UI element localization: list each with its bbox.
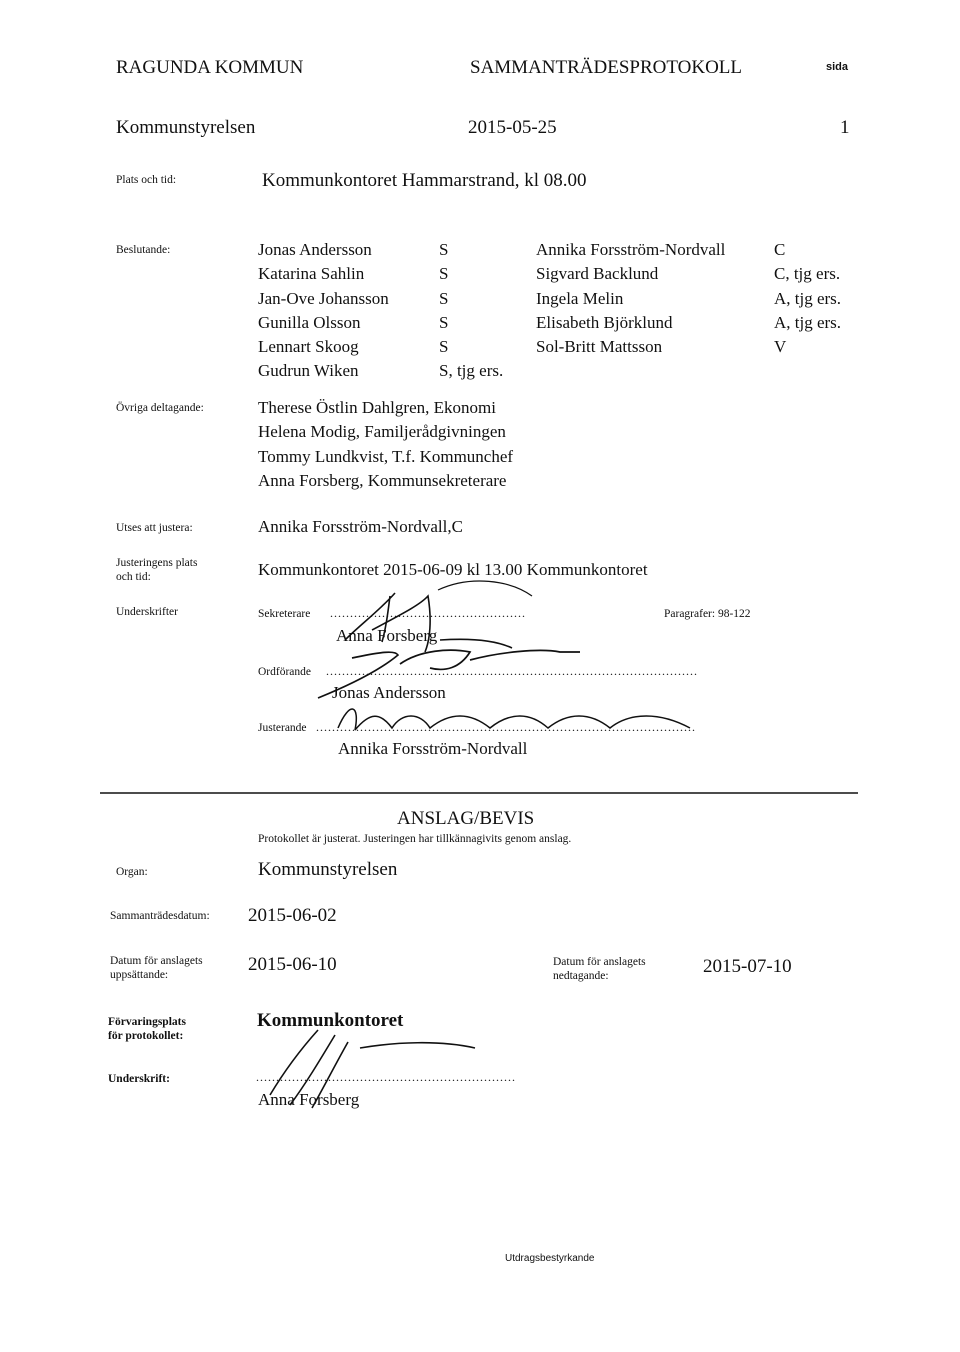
chair-dots: ............................................................................................. [326, 664, 698, 678]
municipality-name: RAGUNDA KOMMUN [116, 57, 304, 78]
others-label: Övriga deltagande: [116, 402, 204, 414]
page-number: 1 [840, 117, 850, 138]
member-party: S [439, 312, 449, 332]
member-name: Sol-Britt Mattsson [536, 337, 663, 357]
paragraphs: Paragrafer: 98-122 [664, 608, 751, 620]
organ-value: Kommunstyrelsen [258, 859, 398, 880]
secretary-label: Sekreterare [258, 608, 311, 620]
member-party: C, tjg ers. [774, 264, 841, 284]
member-name: Sigvard Backlund [536, 264, 659, 284]
member-name: Jan-Ove Johansson [258, 288, 389, 308]
chair-name: Jonas Andersson [332, 683, 446, 702]
signature-name: Anna Forsberg [258, 1090, 360, 1109]
removed-label: Datum för anslagets nedtagande: [553, 956, 646, 982]
organ-label: Organ: [116, 866, 148, 878]
adjuster-label: Utses att justera: [116, 522, 193, 534]
member-name: Annika Forsström-Nordvall [536, 240, 726, 259]
member-name: Elisabeth Björklund [536, 312, 673, 332]
document-type: SAMMANTRÄDESPROTOKOLL [470, 57, 743, 78]
secretary-dots: ................................................. [330, 606, 526, 620]
member-party: A, tjg ers. [774, 288, 842, 308]
member-name: Katarina Sahlin [258, 264, 365, 284]
signature-dots: ................................................................. [256, 1070, 516, 1084]
adjuster-sign-label: Justerande [258, 722, 307, 734]
posted-label: Datum för anslagets uppsättande: [110, 955, 203, 981]
signatures-label: Underskrifter [116, 606, 178, 618]
member-name: Gunilla Olsson [258, 312, 361, 332]
member-party: S [439, 288, 449, 308]
member-party: A, tjg ers. [774, 312, 842, 332]
participant: Therese Östlin Dahlgren, Ekonomi [258, 398, 496, 417]
adjustment-label: Justeringens plats och tid: [116, 557, 198, 583]
posted-value: 2015-06-10 [248, 954, 337, 975]
storage-label: Förvaringsplats för protokollet: [108, 1016, 186, 1042]
removed-value: 2015-07-10 [703, 956, 792, 977]
member-party: S [439, 240, 449, 259]
body-name: Kommunstyrelsen [116, 117, 256, 138]
member-party: S, tjg ers. [439, 361, 504, 381]
notice-statement: Protokollet är justerat. Justeringen har tillkännagivits genom anslag. [258, 833, 572, 845]
adjuster-name: Annika Forsström-Nordvall [338, 739, 528, 758]
footer-text: Utdragsbestyrkande [505, 1253, 595, 1264]
member-party: S [439, 337, 449, 357]
participant: Anna Forsberg, Kommunsekreterare [258, 470, 507, 490]
secretary-name: Anna Forsberg [336, 626, 438, 645]
adjuster-dots: ............................................................................................... [316, 720, 696, 734]
member-name: Ingela Melin [536, 288, 624, 308]
meeting-date: 2015-05-25 [468, 117, 557, 138]
signature-label: Underskrift: [108, 1073, 170, 1085]
participant: Tommy Lundkvist, T.f. Kommunchef [258, 446, 514, 466]
meeting-date-label: Sammanträdesdatum: [110, 910, 210, 922]
adjustment-value: Kommunkontoret 2015-06-09 kl 13.00 Kommunkontoret [258, 560, 648, 579]
adjuster-value: Annika Forsström-Nordvall,C [258, 517, 463, 536]
place-label: Plats och tid: [116, 174, 177, 186]
member-party: V [774, 337, 787, 357]
member-party: C [774, 240, 786, 259]
member-name: Lennart Skoog [258, 337, 359, 357]
participant: Helena Modig, Familjerådgivningen [258, 422, 506, 442]
member-name: Jonas Andersson [258, 240, 372, 259]
decision-makers-label: Beslutande: [116, 244, 171, 256]
chair-label: Ordförande [258, 666, 312, 678]
place-value: Kommunkontoret Hammarstrand, kl 08.00 [262, 170, 587, 191]
storage-value: Kommunkontoret [257, 1010, 404, 1031]
page-label: sida [826, 61, 849, 73]
member-party: S [439, 264, 449, 284]
member-name: Gudrun Wiken [258, 361, 359, 381]
notice-title: ANSLAG/BEVIS [397, 808, 535, 829]
meeting-date-value: 2015-06-02 [248, 905, 337, 926]
